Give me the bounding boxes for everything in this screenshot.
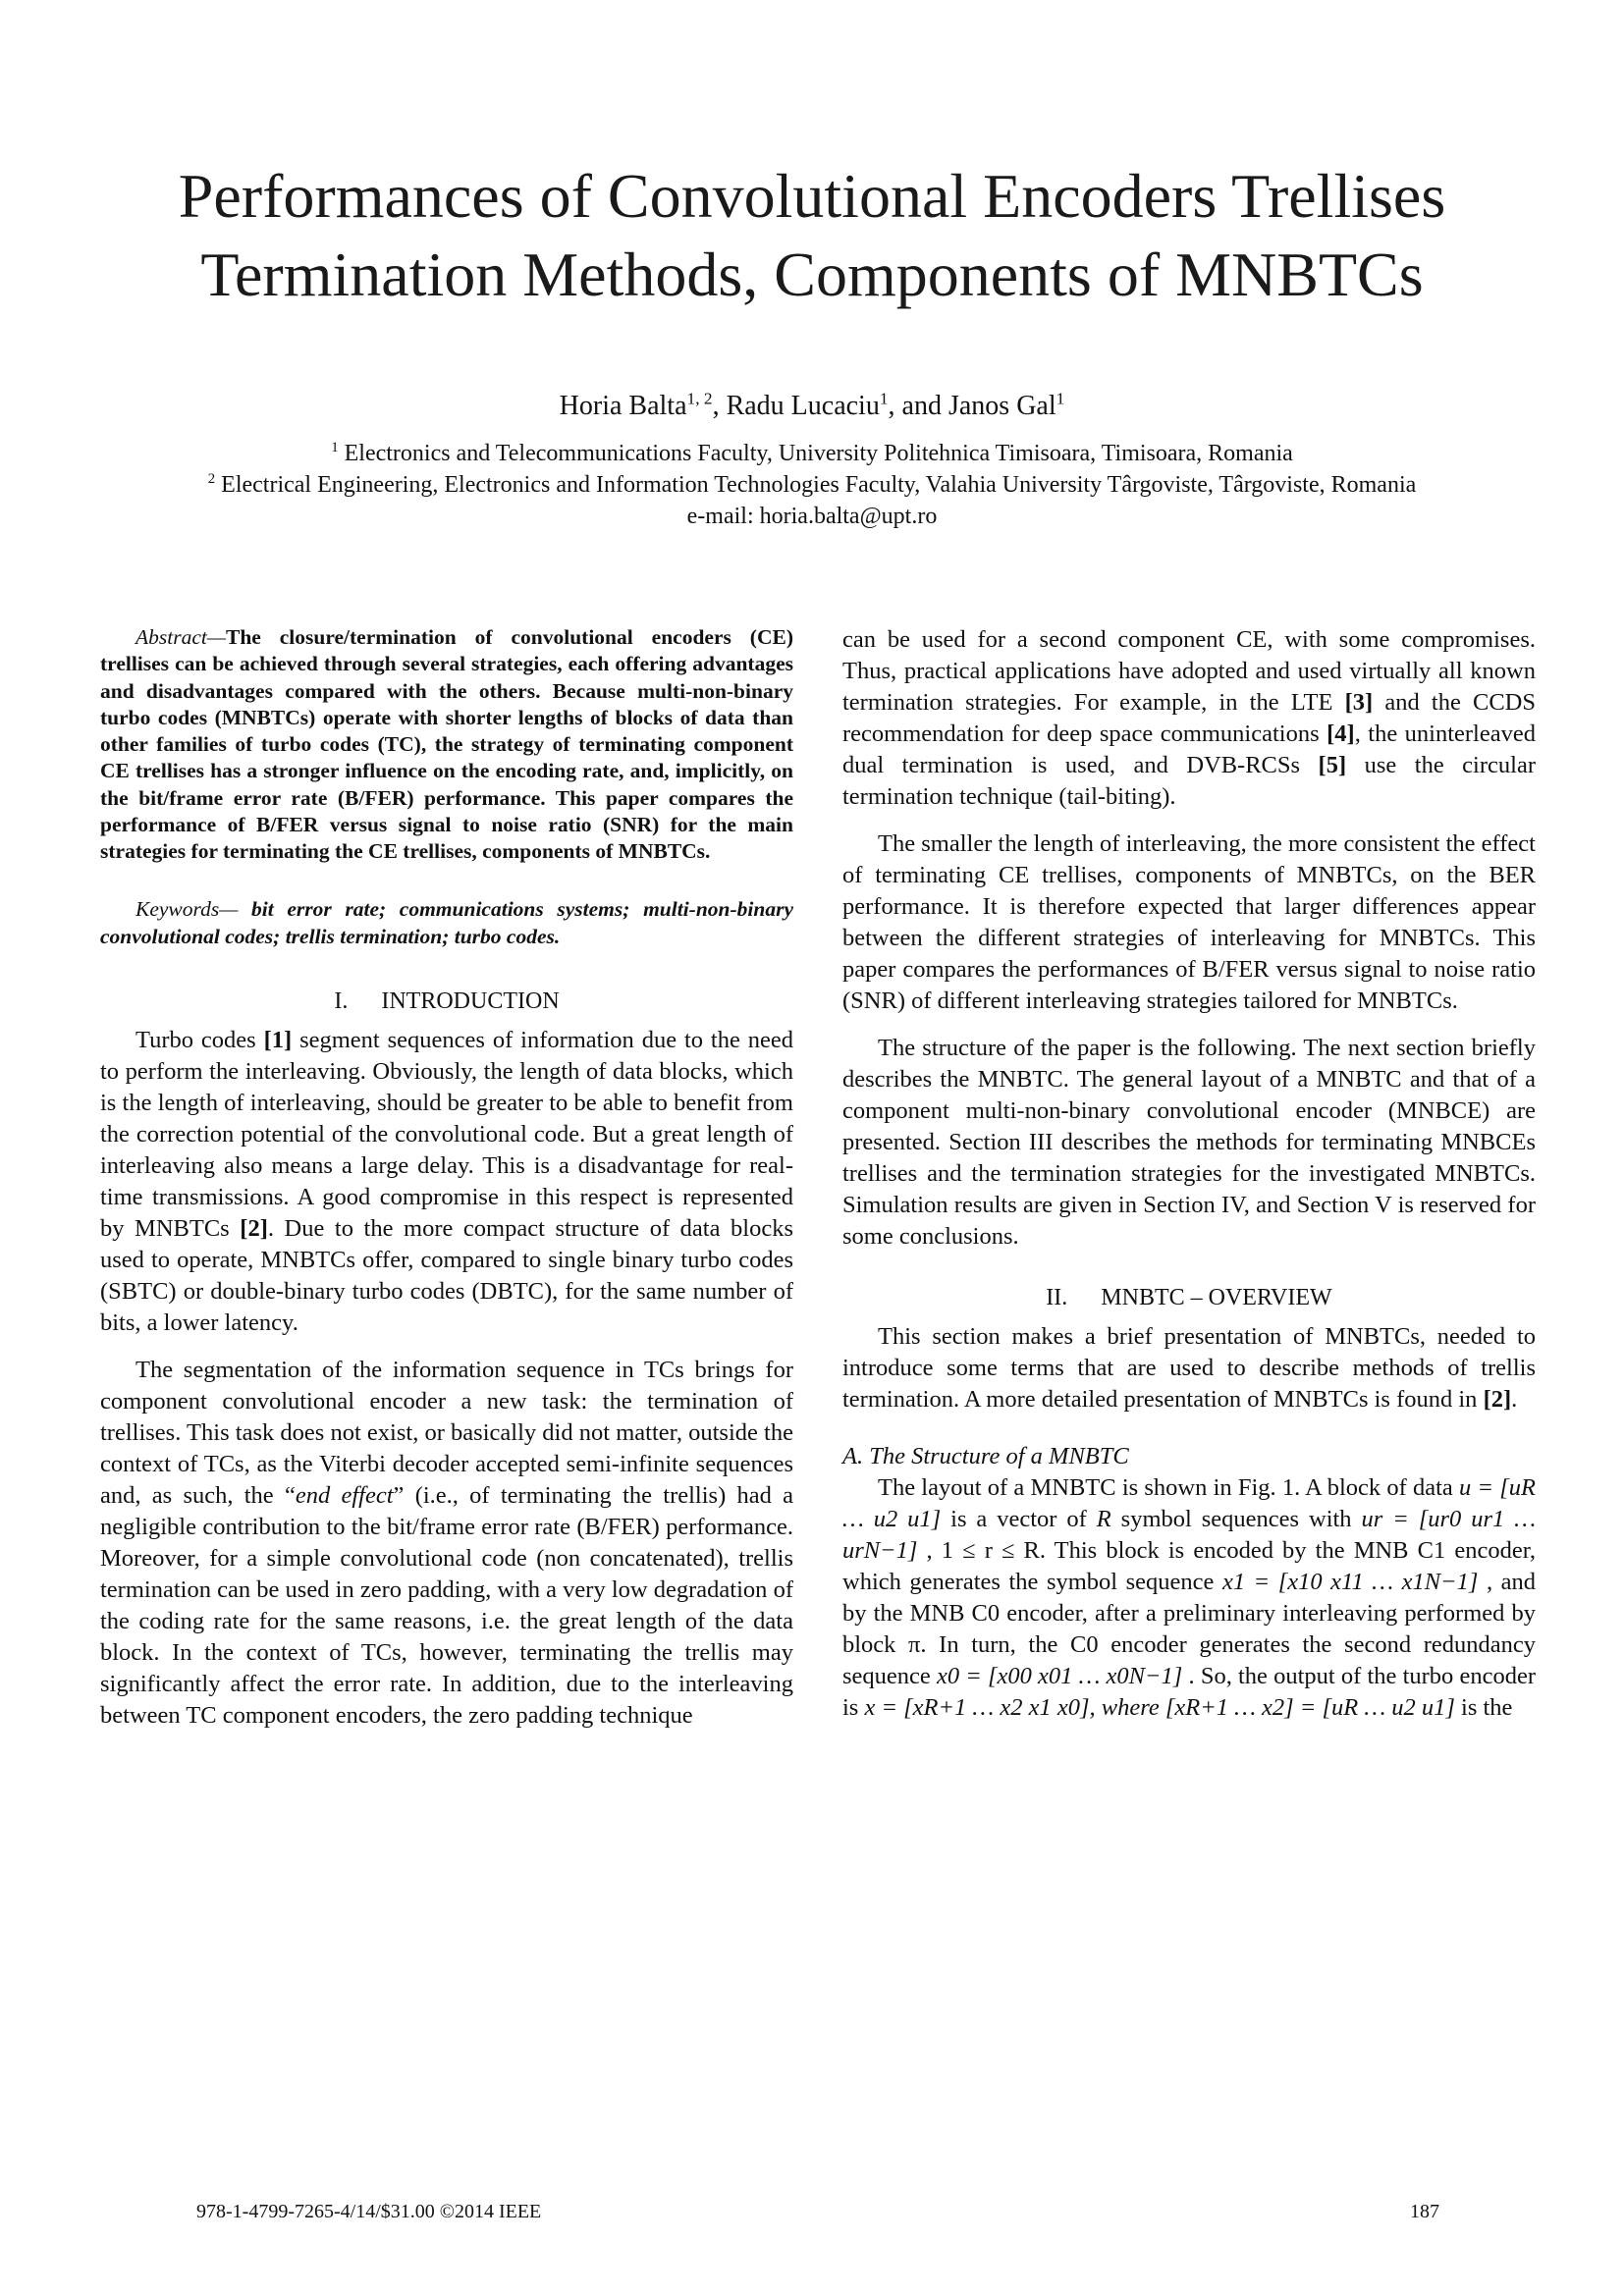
author-name: Radu Lucaciu <box>726 391 880 421</box>
text-run: This section makes a brief presentation of MNBTCs, needed to introduce some terms that are used to describe methods of trellis termination. A more detailed presentation of MNBTCs is found in <box>842 1323 1536 1413</box>
text-run: , the uninterleaved dual termination is used, and DVB-RCSs <box>842 721 1536 778</box>
math-symbol-R: R <box>1096 1506 1111 1532</box>
text-run: The segmentation of the information sequence in TCs brings for component convolutional encoder a new task: the termination of trellises. This task does not exist, or basically did not matter, outside the context of TCs, as the Viterbi decoder accepted semi-infinite sequences and, as such, the “ <box>100 1356 793 1509</box>
author-name: Horia Balta <box>559 391 687 421</box>
affiliation-1 <box>0 438 1624 469</box>
keywords <box>100 895 793 950</box>
text-run: , 1 ≤ r ≤ R. This block is encoded by the MNB C1 encoder, which generates the symbol sequence <box>842 1537 1536 1595</box>
text-run: symbol sequences with <box>1110 1506 1362 1532</box>
citation-link[interactable]: [2] <box>240 1214 268 1242</box>
author-email: e-mail: horia.balta@upt.ro <box>686 504 938 529</box>
author-name: Janos Gal <box>947 391 1056 421</box>
footer-isbn: 978-1-4799-7265-4/14/$31.00 ©2014 IEEE <box>196 2201 542 2222</box>
affiliation-superscript: 1 <box>331 440 339 455</box>
citation-link[interactable]: [1] <box>263 1026 293 1053</box>
structure-paragraph <box>842 1472 1536 1724</box>
intro-paragraph-2-continued <box>842 624 1536 813</box>
section-title-initial: MNBTC – O <box>1101 1285 1225 1310</box>
author-superscript: 1 <box>879 389 889 408</box>
text-run: segment sequences of information due to the need to perform the interleaving. Obviously, the length of data blocks, which is the length of interleaving, should be greater to be able to benefit from the correction potential of the convolutional code. But a great length of interleaving also means a large delay. This is a disadvantage for real-time transmissions. A good compromise in this respect is represented by MNBTCs <box>100 1026 793 1242</box>
section-title-rest: VERVIEW <box>1224 1285 1332 1310</box>
text-run: , and by the MNB C0 encoder, after a preliminary interleaving performed by block π. In turn, the C0 encoder generates the second redundancy sequence <box>842 1569 1536 1689</box>
author-separator: , and <box>888 391 948 421</box>
math-equation-x: x = [xR+1 … x2 x1 x0], where [xR+1 … x2] = [uR … u2 u1] <box>864 1694 1455 1721</box>
paper-title <box>0 157 1624 314</box>
citation-link[interactable]: [5] <box>1318 752 1347 778</box>
text-run: . Due to the more compact structure of data blocks used to operate, MNBTCs offer, compared to single binary turbo codes (SBTC) or double-binary turbo codes (DBTC), for the same number of bits, a lower latency. <box>100 1214 793 1336</box>
math-equation-x0: x0 = [x00 x01 … x0N−1] <box>936 1663 1183 1689</box>
author-separator: , <box>712 391 727 421</box>
overview-paragraph-1 <box>842 1321 1536 1415</box>
abstract <box>100 624 793 866</box>
intro-paragraph-2 <box>100 1355 793 1732</box>
intro-paragraph-4: The structure of the paper is the following. The next section briefly describes the MNBTC. The general layout of a MNBTC and that of a component multi-non-binary convolutional encoder (MNBCE) are presented. Section III describes the methods for terminating MNBCEs trellises and the termination strategies for the investigated MNBTCs. Simulation results are given in Section IV, and Section V is reserved for some conclusions. <box>842 1035 1536 1250</box>
right-column <box>842 624 1536 1739</box>
citation-link[interactable]: [2] <box>1483 1386 1512 1413</box>
citation-link[interactable]: [4] <box>1326 721 1355 747</box>
text-run: . <box>1511 1386 1518 1413</box>
author-list <box>0 389 1624 424</box>
text-run: can be used for a second component CE, with some compromises. Thus, practical applications have adopted and used virtually all known termination strategies. For example, in the LTE <box>842 626 1536 716</box>
abstract-text: The closure/termination of convolutional encoders (CE) trellises can be achieved through several strategies, each offering advantages and disadvantages compared with the others. Because multi-non-binary turbo codes (MNBTCs) operate with shorter lengths of blocks of data than other families of turbo codes (TC), the strategy of terminating component CE trellises has a stronger influence on the encoding rate, and, implicitly, on the bit/frame error rate (B/FER) performance. This paper compares the performance of B/FER versus signal to noise ratio (SNR) for the main strategies for terminating the CE trellises, components of MNBTCs. <box>100 625 793 864</box>
affiliation-2 <box>0 469 1624 501</box>
section-heading-introduction <box>100 986 793 1017</box>
text-run: use the circular termination technique (tail-biting). <box>842 752 1536 810</box>
text-run: Turbo codes <box>135 1026 264 1053</box>
left-column <box>100 624 793 1747</box>
text-run: ” (i.e., of terminating the trellis) had a negligible contribution to the bit/frame error rate (B/FER) performance. Moreover, for a simple convolutional code (non concatenated), trellis termination can be used in zero padding, with a very low degradation of the coding rate for the same reasons, i.e. the great length of the data block. In the context of TCs, however, terminating the trellis may significantly affect the error rate. In addition, due to the interleaving between TC component encoders, the zero padding technique <box>100 1481 794 1729</box>
title-line-1: Performances of Convolutional Encoders Trellises <box>178 161 1446 231</box>
page-number: 187 <box>1410 2201 1439 2222</box>
affiliation-superscript: 2 <box>207 471 216 487</box>
emphasis-text: end effect <box>295 1481 394 1509</box>
keywords-label: Keywords— <box>135 896 239 921</box>
title-line-2: Termination Methods, Components of MNBTCs <box>200 240 1424 309</box>
math-equation-x1: x1 = [x10 x11 … x1N−1] <box>1221 1569 1479 1595</box>
section-number: II. <box>1046 1285 1068 1310</box>
section-heading-overview <box>842 1282 1536 1313</box>
affiliation-text: Electrical Engineering, Electronics and Information Technologies Faculty, Valahia University Târgoviste, Târgoviste, Romania <box>215 472 1417 498</box>
text-run: is the <box>1454 1694 1513 1721</box>
text-run: and the CCDS recommendation for deep space communications <box>842 689 1536 747</box>
section-title-initial: I <box>381 988 390 1014</box>
math-vector-u: u = [uR … u2 u1] <box>842 1474 1536 1532</box>
math-equation-ur: ur = [ur0 ur1 … urN−1] <box>842 1506 1536 1564</box>
text-run: The layout of a MNBTC is shown in Fig. 1. A block of data <box>878 1474 1460 1501</box>
affiliation-text: Electronics and Telecommunications Faculty, University Politehnica Timisoara, Timisoara, Romania <box>338 441 1293 466</box>
section-title-rest: NTRODUCTION <box>389 988 560 1014</box>
section-number: I. <box>334 988 349 1014</box>
subsection-heading: A. The Structure of a MNBTC <box>842 1443 1129 1469</box>
intro-paragraph-1 <box>100 1025 793 1339</box>
author-superscript: 1 <box>1056 389 1065 408</box>
author-superscript: 1, 2 <box>686 389 713 408</box>
citation-link[interactable]: [3] <box>1344 689 1374 716</box>
keywords-text: bit error rate; communications systems; multi-non-binary convolutional codes; trellis termination; turbo codes. <box>100 896 793 948</box>
text-run: is a vector of <box>941 1506 1097 1532</box>
intro-paragraph-3: The smaller the length of interleaving, the more consistent the effect of terminating CE trellises, components of MNBTCs, on the BER performance. It is therefore expected that larger differences appear between the different strategies of interleaving for MNBTCs. This paper compares the performances of B/FER versus signal to noise ratio (SNR) of different interleaving strategies tailored for MNBTCs. <box>842 830 1536 1014</box>
abstract-label: Abstract— <box>135 625 226 649</box>
text-run: . So, the output of the turbo encoder is <box>842 1663 1536 1721</box>
